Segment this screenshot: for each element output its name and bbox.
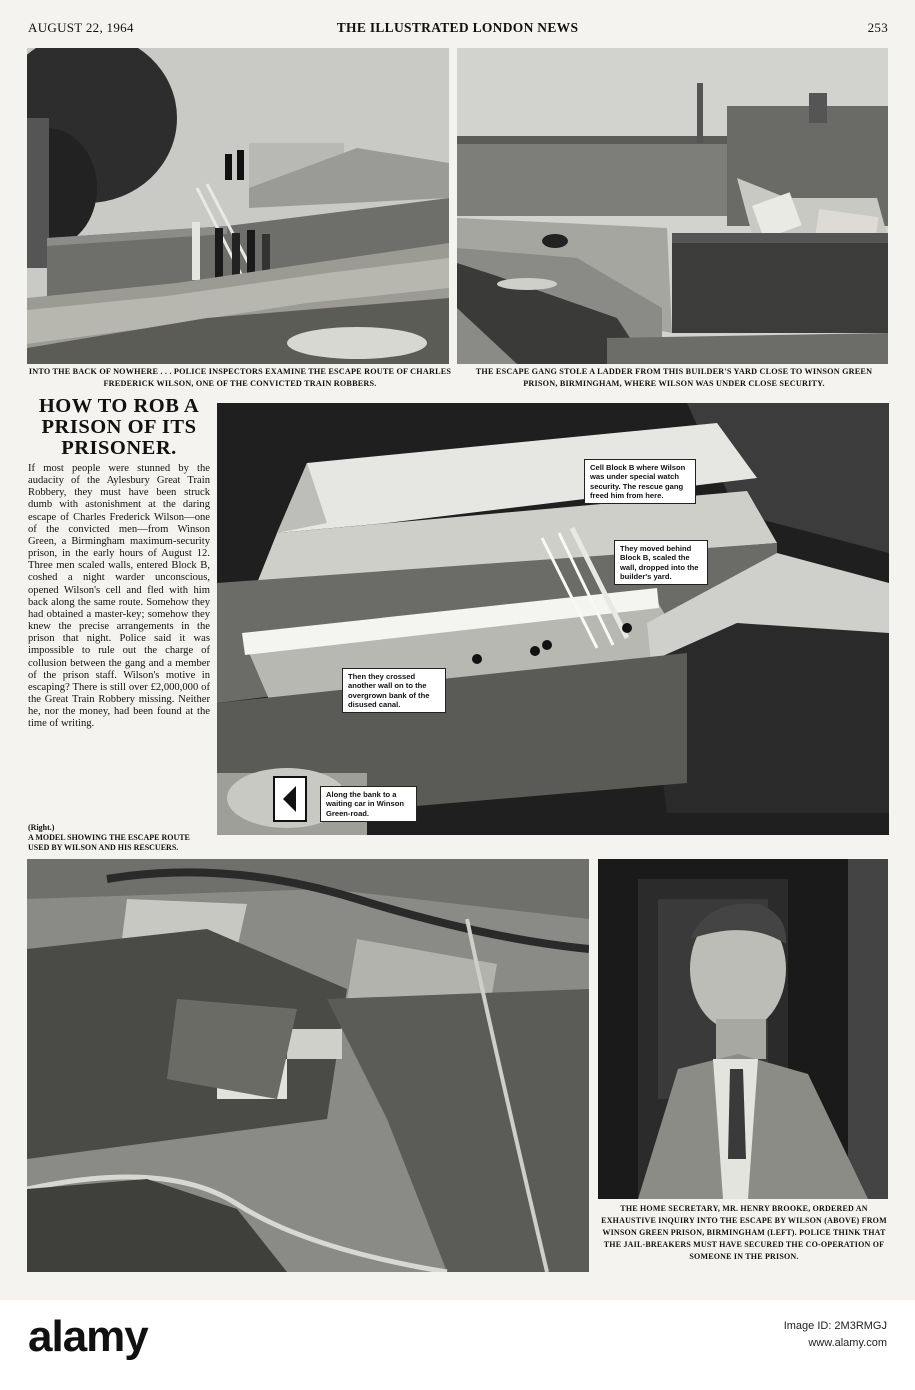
article-headline: HOW TO ROB A PRISON OF ITS PRISONER.	[38, 395, 200, 459]
issue-date: AUGUST 22, 1964	[28, 20, 134, 35]
page-number: 253	[867, 20, 888, 35]
photo-wilson-portrait	[598, 859, 888, 1199]
photo-builders-yard	[457, 48, 888, 364]
callout-cell-block-b: Cell Block B where Wilson was under special watch security. The rescue gang freed him from here.	[584, 459, 696, 504]
site-url[interactable]: www.alamy.com	[808, 1337, 887, 1349]
image-id: Image ID: 2M3RMGJ	[783, 1320, 887, 1332]
publication-title: THE ILLUSTRATED LONDON NEWS	[336, 20, 579, 35]
photo-aerial-winson-green	[27, 859, 589, 1272]
model-caption-label: (Right.)	[28, 823, 55, 832]
model-caption: A MODEL SHOWING THE ESCAPE ROUTE USED BY WILSON AND HIS RESCUERS.	[28, 833, 190, 852]
caption-top-left: INTO THE BACK OF NOWHERE . . . POLICE INSPECTORS EXAMINE THE ESCAPE ROUTE OF CHARLES FREDERICK WILSON, ONE OF THE CONVICTED TRAIN ROBBERS.	[28, 367, 452, 388]
callout-crossed-wall: Then they crossed another wall on to the overgrown bank of the disused canal.	[342, 668, 446, 713]
article-body: If most people were stunned by the audacity of the Aylesbury Great Train Robbery, they must have been struck dumb with astonishment at the daring escape of Charles Frederick Wilson—one of the convicted men—from Winson Green, a Birmingham maximum-security prison, in the early hours of August 12. Three men scaled walls, entered Block B, coshed a night warder unconscious, opened Wilson's cell and fled with him back along the same route. Somehow they had obtained a master-key; somehow they knew the precise arrangements in the prison that night. Police said it was impossible to rule out the charge of collusion between the gang and a member of the prison staff. Wilson's motive in escaping? There is still over £2,000,000 of the Great Train Robbery missing. Neither he, nor the money, had been found at the time of writing.	[28, 463, 210, 730]
callout-moved-behind: They moved behind Block B, scaled the wall, dropped into the builder's yard.	[614, 540, 708, 585]
watermark-logo: alamy	[28, 1312, 148, 1361]
photo-escape-model	[217, 403, 889, 835]
callout-along-bank: Along the bank to a waiting car in Winson Green-road.	[320, 786, 417, 822]
photo-escape-route-wall	[27, 48, 449, 364]
left-arrow-icon	[273, 776, 307, 822]
footer-band	[0, 1300, 915, 1390]
caption-top-right: THE ESCAPE GANG STOLE A LADDER FROM THIS BUILDER'S YARD CLOSE TO WINSON GREEN PRISON, BIRMINGHAM, WHERE WILSON WAS UNDER CLOSE SECURITY.	[475, 367, 873, 388]
footer-meta	[784, 1318, 887, 1352]
caption-portrait: THE HOME SECRETARY, MR. HENRY BROOKE, ORDERED AN EXHAUSTIVE INQUIRY INTO THE ESCAPE BY WILSON (ABOVE) FROM WINSON GREEN PRISON, BIRMINGHAM (LEFT). POLICE THINK THAT THE JAIL-BREAKERS MUST HAVE SECURED THE CO-OPERATION OF SOMEONE IN THE PRISON.	[601, 1204, 887, 1261]
